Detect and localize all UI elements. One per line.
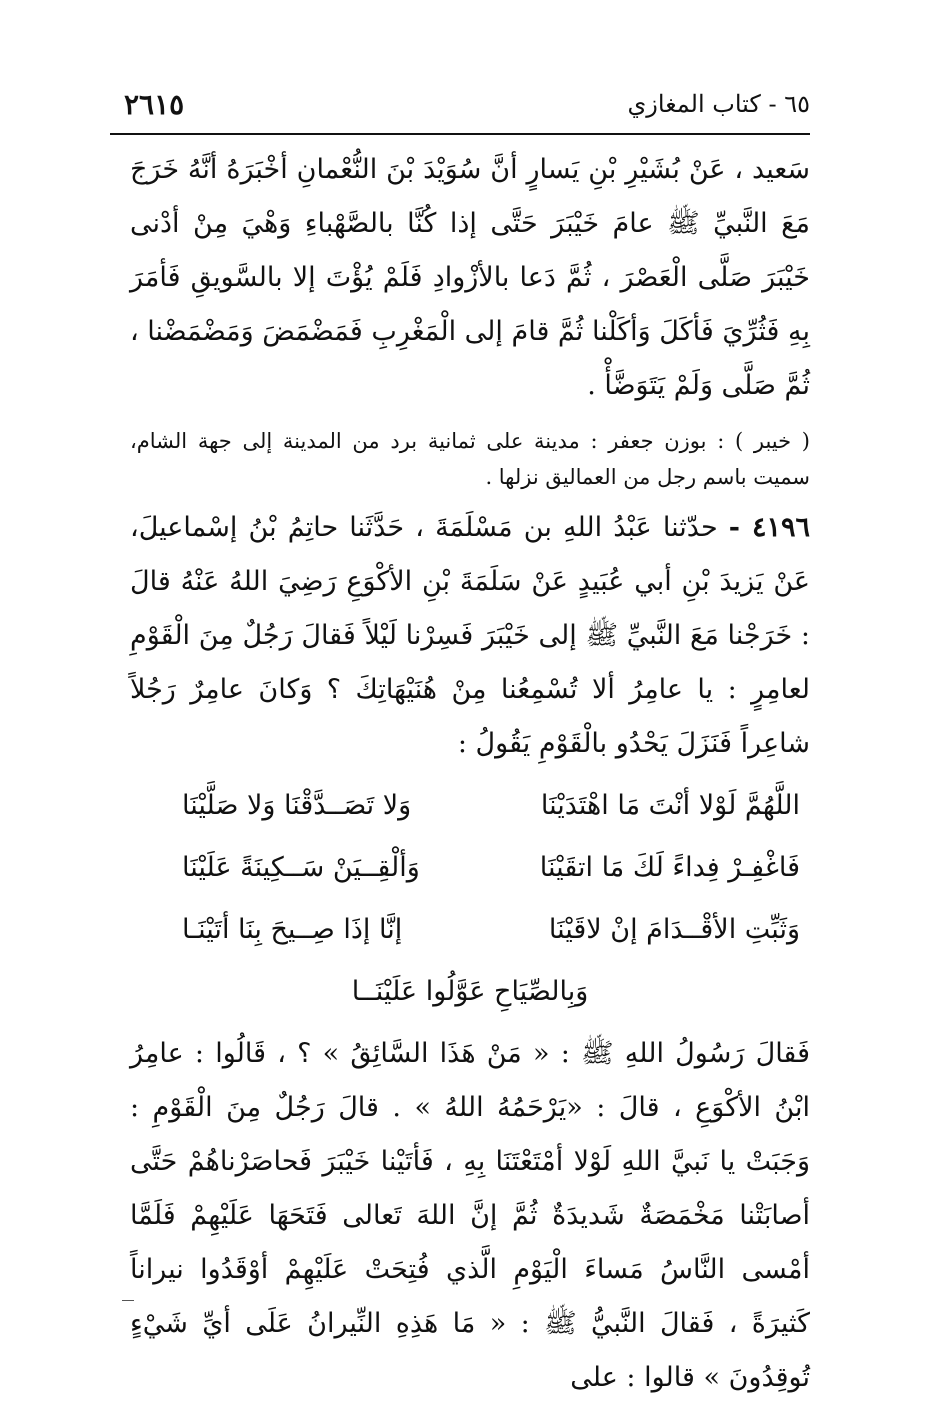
page-body — [130, 143, 810, 1405]
poem-verse — [130, 837, 810, 899]
poem-hemistich-second: إنَّا إذَا صِــيحَ بِنَا أتَيْنَـا — [182, 914, 403, 945]
hadith-4196-continued: فَقالَ رَسُولُ اللهِ ﷺ : « مَنْ هَذَا السَّائِقُ » ؟ ، قَالُوا : عامِرُ ابْنُ الأكْوَعِ ، قالَ : «يَرْحَمُهُ اللهُ » . قالَ رَجُلٌ مِنَ الْقَوْمِ : وَجَبَتْ يا نَبيَّ اللهِ لَوْلا أمْتَعْتَنَا بِهِ ، فَأتَيْنا خَيْبَرَ فَحاصَرْناهُمْ حَتَّى أصابَتْنا مَخْمَصَةٌ شَديدَةٌ ثُمَّ إنَّ اللهَ تَعالى فَتَحَهَا عَلَيْهِمْ فَلَمَّا أمْسى النَّاسُ مَساءَ الْيَوْمِ الَّذي فُتِحَتْ عَلَيْهِمْ أوْقَدُوا نيراناً كَثيرَةً ، فَقالَ النَّبيُّ ﷺ : « مَا هَذِهِ النِّيرانُ عَلَى أيِّ شَيْءٍ تُوقِدُونَ » قالوا : على — [130, 1038, 810, 1393]
poem-verse — [130, 775, 810, 837]
page-header — [110, 88, 810, 128]
poem-hemistich-second: وَلا تَصَــدَّقْنَا وَلا صَلَّيْنَا — [182, 790, 412, 821]
poem-hemistich-first: وَثَبِّتِ الأقْــدَامَ إنْ لاقَيْنَا — [548, 914, 800, 945]
hadith-4196-text — [130, 501, 810, 771]
footer-mark — [122, 1300, 134, 1301]
page-number: ٢٦١٥ — [124, 88, 185, 121]
hadith-number: ٤١٩٦ - — [728, 512, 810, 543]
poem-final-hemistich: وَبِالصِّيَاحِ عَوَّلُوا عَلَيْنَــا — [351, 976, 589, 1007]
poem-hemistich-second: وَألْقِــيَنْ سَــكِينَةً عَلَيْنَا — [182, 852, 420, 883]
poem-hemistich-first: اللَّهُمَّ لَوْلا أنْتَ مَا اهْتَدَيْنَا — [540, 790, 800, 821]
hadith-4196-opening: حدّثنا عَبْدُ اللهِ بن مَسْلَمَةَ ، حَدَّثَنا حاتِمُ بْنُ إسْماعيلَ، عَنْ يَزيدَ بْنِ أبي عُبَيدٍ عَنْ سَلَمَةَ بْنِ الأكْوَعِ رَضِيَ اللهُ عَنْهُ قالَ : خَرَجْنا مَعَ النَّبيِّ ﷺ إلى خَيْبَرَ فَسِرْنا لَيْلاً فَقالَ رَجُلٌ مِنَ الْقَوْمِ لعامِرٍ : يا عامِرُ ألا تُسْمِعُنا مِنْ هُنَيْهَاتِكَ ؟ وَكانَ عامِرٌ رَجُلاً شاعِراً فَنَزَلَ يَحْدُو بالْقَوْمِ يَقُولُ : — [130, 512, 810, 759]
explanatory-note: ( خيبر ) : بوزن جعفر : مدينة على ثمانية برد من المدينة إلى جهة الشام، سميت باسم رجل من العماليق نزلها . — [130, 429, 810, 489]
poem-hemistich-first: فَاغْفِـرْ فِداءً لَكَ مَا اتقَيْنَا — [539, 852, 800, 883]
running-title: ٦٥ - كتاب المغازي — [627, 90, 810, 118]
header-rule — [110, 133, 810, 135]
poem — [130, 775, 810, 1023]
hadith-text-continued: سَعيد ، عَنْ بُشَيْرِ بْنِ يَسارٍ أنَّ سُوَيْدَ بْنَ النُّعْمانِ أخْبَرَهُ أنَّهُ خَرَجَ مَعَ النَّبيِّ ﷺ عامَ خَيْبَرَ حَتَّى إذا كُنَّا بالصَّهْباءِ وَهْيَ مِنْ أدْنى خَيْبَرَ صَلَّى الْعَصْرَ ، ثُمَّ دَعا بالأزْوادِ فَلَمْ يُؤْتَ إلا بالسَّويقِ فَأمَرَ بِهِ فَثُرِّيَ فَأكَلَ وَأكَلْنا ثُمَّ قامَ إلى الْمَغْرِبِ فَمَضْمَضَ وَمَضْمَضْنا ، ثُمَّ صَلَّى وَلَمْ يَتَوَضَّأْ . — [130, 154, 810, 401]
poem-verse — [130, 899, 810, 961]
